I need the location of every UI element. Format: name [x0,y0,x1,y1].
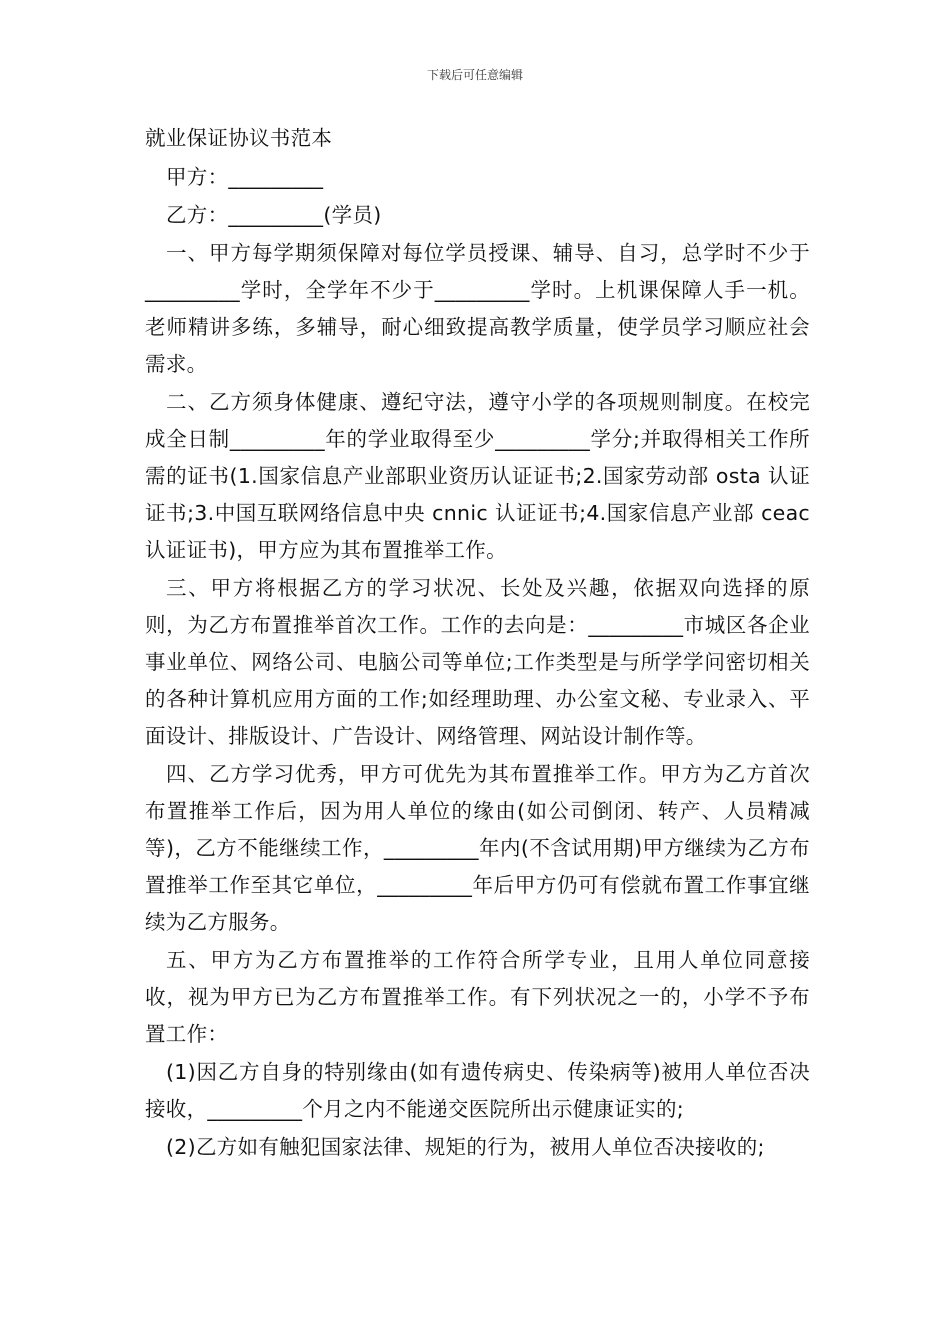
paragraph-clause-1: 一、甲方每学期须保障对每位学员授课、辅导、自习，总学时不少于_________学时，全学年不少于_________学时。上机课保障人手一机。老师精讲多练，多辅导，耐心细致提高教学质量，使学员学习顺应社会需求。 [145,241,810,376]
paragraph-clause-3: 三、甲方将根据乙方的学习状况、长处及兴趣，依据双向选择的原则，为乙方布置推举首次工作。工作的去向是：_________市城区各企业事业单位、网络公司、电脑公司等单位;工作类型是与所学学问密切相关的各种计算机应用方面的工作;如经理助理、办公室文秘、专业录入、平面设计、排版设计、广告设计、网络管理、网站设计制作等。 [145,576,810,748]
page-header-note: 下载后可任意编辑 [426,68,523,82]
paragraph-clause-4: 四、乙方学习优秀，甲方可优先为其布置推举工作。甲方为乙方首次布置推举工作后，因为用人单位的缘由(如公司倒闭、转产、人员精减等)，乙方不能继续工作，_________年内(不含试用期)甲方继续为乙方布置推举工作至其它单位，_________年后甲方仍可有偿就布置工作事宜继续为乙方服务。 [145,762,810,934]
paragraph-item-2: (2)乙方如有触犯国家法律、规矩的行为，被用人单位否决接收的; [166,1135,765,1159]
paragraph-clause-2: 二、乙方须身体健康、遵纪守法，遵守小学的各项规则制度。在校完成全日制_________年的学业取得至少_________学分;并取得相关工作所需的证书(1.国家信息产业部职业资历认证证书;2.国家劳动部 osta 认证证书;3.中国互联网络信息中央 cnnic 认证证书;4.国家信息产业部 ceac 认证证书)，甲方应为其布置推举工作。 [145,390,810,562]
paragraph-party-a: 甲方：_________ [166,165,324,189]
paragraph-item-1: (1)因乙方自身的特别缘由(如有遗传病史、传染病等)被用人单位否决接收，_________个月之内不能递交医院所出示健康证实的; [145,1060,810,1121]
document-title: 就业保证协议书范本 [145,126,333,150]
document-body [145,120,810,1167]
paragraph-clause-5: 五、甲方为乙方布置推举的工作符合所学专业，且用人单位同意接收，视为甲方已为乙方布置推举工作。有下列状况之一的，小学不予布置工作： [145,948,810,1046]
paragraph-party-b: 乙方：_________(学员) [166,203,382,227]
